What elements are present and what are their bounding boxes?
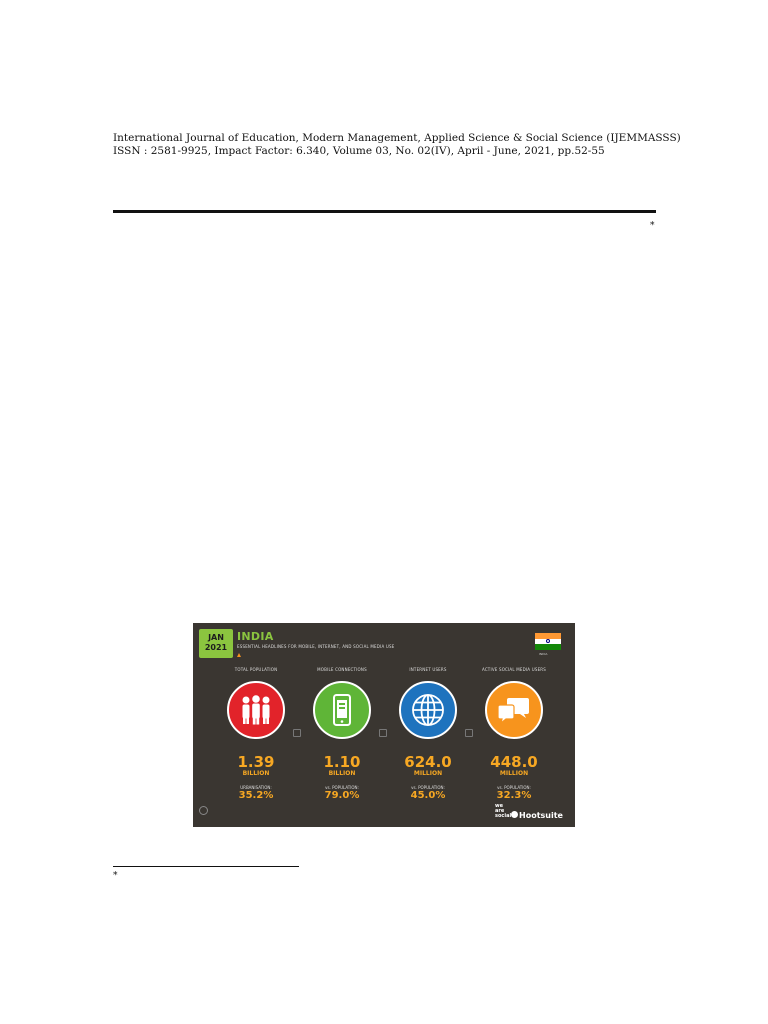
metric-unit: BILLION (328, 770, 356, 777)
metric-mobile-connections (302, 667, 382, 802)
chat-bubbles-icon (485, 681, 543, 739)
infographic-subtitle: ESSENTIAL HEADLINES FOR MOBILE, INTERNET, AND SOCIAL MEDIA USE (237, 644, 395, 649)
source-seal-icon (199, 806, 208, 815)
globe-icon (399, 681, 457, 739)
footnote-rule (113, 866, 299, 867)
date-badge-month: JAN (208, 633, 224, 642)
metric-unit: BILLION (242, 770, 270, 777)
metric-value: 1.39 (237, 753, 275, 771)
mobile-phone-icon (313, 681, 371, 739)
metric-sublabel: vs. POPULATION: (325, 785, 359, 790)
metric-sublabel: vs. POPULATION: (411, 785, 445, 790)
we-are-social-logo: we are social (495, 803, 512, 819)
hootsuite-owl-icon (511, 811, 518, 818)
journal-header (113, 132, 681, 158)
metric-subvalue: 35.2% (238, 790, 274, 801)
footnote-marker-top: * (650, 221, 655, 231)
country-title: INDIA (237, 630, 274, 643)
warning-icon (237, 653, 241, 657)
india-digital-infographic (193, 623, 575, 827)
journal-title: International Journal of Education, Modern Management, Applied Science & Social Science (IJEMMASSS) (113, 132, 681, 144)
separator-icon (465, 729, 473, 737)
metric-internet-users (388, 667, 468, 802)
metric-label: TOTAL POPULATION (234, 667, 278, 672)
metric-value: 448.0 (490, 753, 538, 771)
metric-sublabel: URBANISATION: (240, 785, 272, 790)
metric-label: INTERNET USERS (409, 667, 447, 672)
metric-label: MOBILE CONNECTIONS (317, 667, 367, 672)
footnote-marker-bottom: * (113, 871, 118, 881)
separator-icon (379, 729, 387, 737)
metric-subvalue: 32.3% (496, 790, 532, 801)
people-icon (227, 681, 285, 739)
metric-unit: MILLION (413, 770, 443, 777)
date-badge (199, 629, 233, 658)
date-badge-year: 2021 (204, 643, 228, 652)
metric-total-population (216, 667, 296, 802)
metric-subvalue: 79.0% (324, 790, 360, 801)
journal-issn: ISSN : 2581-9925, Impact Factor: 6.340, Volume 03, No. 02(IV), April - June, 2021, pp.52-55 (113, 145, 605, 157)
metric-value: 1.10 (323, 753, 361, 771)
hootsuite-logo: Hootsuite (519, 811, 563, 820)
metric-subvalue: 45.0% (410, 790, 446, 801)
metric-sublabel: vs. POPULATION: (497, 785, 531, 790)
flag-caption: INDIA (539, 652, 548, 656)
metric-unit: MILLION (499, 770, 529, 777)
separator-icon (293, 729, 301, 737)
india-flag-icon (535, 633, 561, 650)
metric-active-social-media-users (474, 667, 554, 802)
metric-label: ACTIVE SOCIAL MEDIA USERS (481, 667, 547, 672)
header-rule (113, 210, 656, 213)
metric-value: 624.0 (404, 753, 452, 771)
